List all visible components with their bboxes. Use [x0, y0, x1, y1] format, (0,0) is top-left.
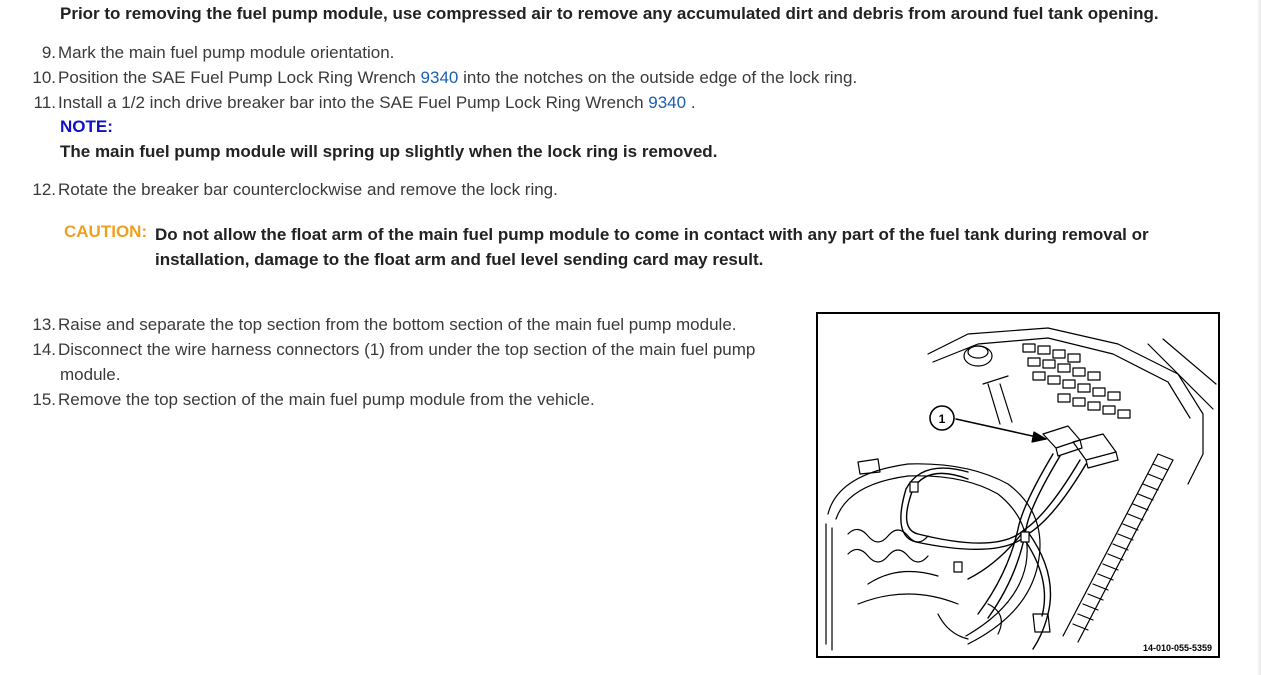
fuel-pump-module-figure [816, 312, 1220, 658]
step-number: 15. [32, 390, 56, 409]
figure-id: 14-010-055-5359 [1142, 643, 1212, 653]
step-number: 11. [33, 93, 56, 112]
callout-leader [956, 419, 1046, 439]
step-text: Rotate the breaker bar counterclockwise and remove the lock ring. [58, 180, 558, 199]
fuel-level-card [1063, 454, 1173, 642]
step-14-continuation: module. [60, 365, 121, 384]
step-text: Install a 1/2 inch drive breaker bar into the SAE Fuel Pump Lock Ring Wrench [58, 93, 649, 112]
pump-coil [848, 529, 958, 604]
caution-label: CAUTION: [64, 222, 148, 241]
tool-9340-link[interactable]: 9340 [420, 68, 459, 87]
step-text: Raise and separate the top section from the bottom section of the main fuel pump module. [58, 315, 737, 334]
fuel-pump-line-drawing [818, 314, 1218, 656]
wire-harness [901, 454, 1086, 649]
note-label: NOTE: [60, 117, 113, 136]
step-number: 9. [41, 43, 56, 62]
step-10 [0, 65, 857, 90]
step-9 [0, 40, 394, 65]
step-text: Disconnect the wire harness connectors (1) from under the top section of the main fuel pump [58, 340, 756, 359]
step-number: 14. [32, 340, 56, 359]
page-edge-shadow [1257, 0, 1261, 675]
tool-9340-link[interactable]: 9340 [648, 93, 687, 112]
harness-connectors [1043, 426, 1118, 468]
debris-warning-note: Prior to removing the fuel pump module, use compressed air to remove any accumulated dirt and debris from around fuel tank opening. [60, 4, 1159, 23]
step-13 [0, 312, 737, 337]
caution-text: Do not allow the float arm of the main fuel pump module to come in contact with any part of the fuel tank during removal or installation, damage to the float arm and fuel level sending card may result. [155, 225, 1149, 269]
note-text: The main fuel pump module will spring up slightly when the lock ring is removed. [60, 142, 718, 161]
step-12 [0, 177, 558, 202]
step-text: Position the SAE Fuel Pump Lock Ring Wrench [58, 68, 421, 87]
step-15 [0, 387, 595, 412]
step-text-end: . [686, 93, 696, 112]
step-11 [0, 90, 696, 115]
step-text: Remove the top section of the main fuel pump module from the vehicle. [58, 390, 595, 409]
callout-number: 1 [938, 412, 946, 426]
step-14 [0, 337, 755, 362]
step-text: Mark the main fuel pump module orientation. [58, 43, 395, 62]
step-text-end: into the notches on the outside edge of the lock ring. [458, 68, 858, 87]
step-number: 13. [32, 315, 56, 334]
step-number: 12. [32, 180, 56, 199]
step-number: 10. [32, 68, 56, 87]
